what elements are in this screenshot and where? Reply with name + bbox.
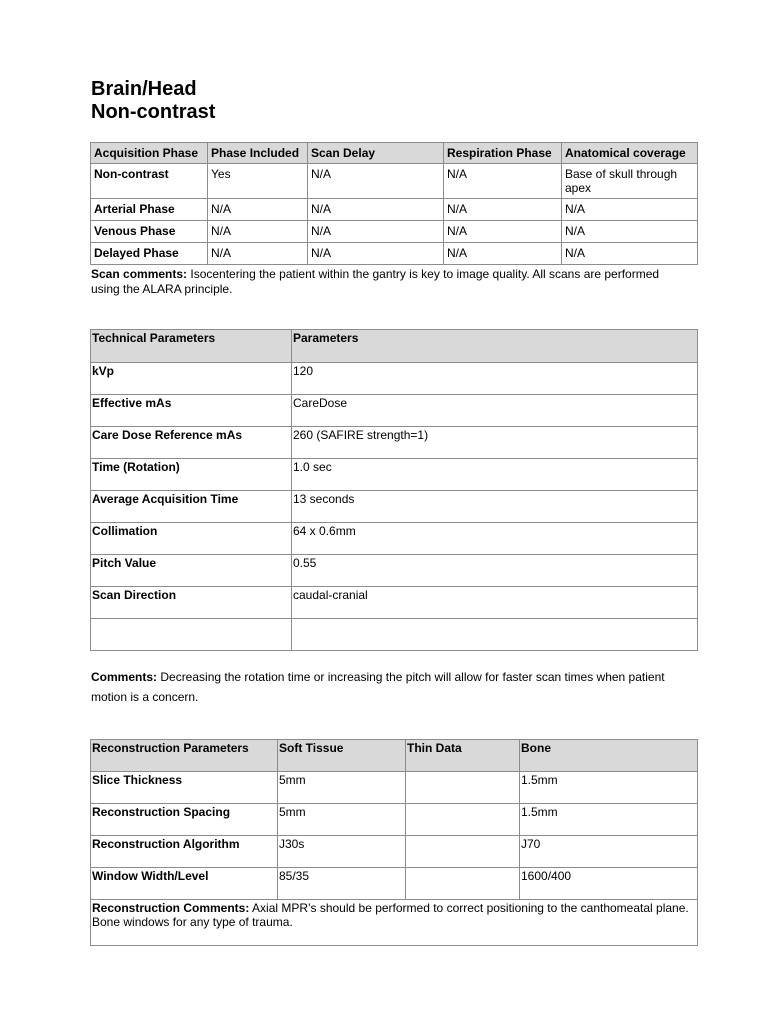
table-cell: CareDose xyxy=(292,395,698,427)
header-cell: Acquisition Phase xyxy=(91,143,208,164)
table-cell: 1.5mm xyxy=(520,772,698,804)
table-cell: 5mm xyxy=(278,772,406,804)
table-cell: Base of skull through apex xyxy=(562,164,698,199)
table-cell: J30s xyxy=(278,836,406,868)
table-cell: N/A xyxy=(444,243,562,265)
table-cell: N/A xyxy=(444,164,562,199)
table-cell: N/A xyxy=(208,199,308,221)
row-label: Non-contrast xyxy=(91,164,208,199)
scan-comments-text: Isocentering the patient within the gantry is key to image quality. All scans are performed using the ALARA principle. xyxy=(91,267,660,296)
header-cell: Reconstruction Parameters xyxy=(91,740,278,772)
header-cell: Scan Delay xyxy=(308,143,444,164)
row-label: Scan Direction xyxy=(91,587,292,619)
header-cell: Thin Data xyxy=(406,740,520,772)
table-cell: 64 x 0.6mm xyxy=(292,523,698,555)
header-cell: Phase Included xyxy=(208,143,308,164)
row-label: Average Acquisition Time xyxy=(91,491,292,523)
technical-parameters-table xyxy=(90,329,698,651)
table-cell xyxy=(406,772,520,804)
row-label: Reconstruction Spacing xyxy=(91,804,278,836)
table-cell: N/A xyxy=(308,164,444,199)
table-cell: 5mm xyxy=(278,804,406,836)
row-label: Delayed Phase xyxy=(91,243,208,265)
table-cell: 0.55 xyxy=(292,555,698,587)
table-row xyxy=(91,164,698,199)
table-cell: 260 (SAFIRE strength=1) xyxy=(292,427,698,459)
table-cell xyxy=(406,836,520,868)
table-row xyxy=(91,427,698,459)
row-label: Collimation xyxy=(91,523,292,555)
header-cell: Anatomical coverage xyxy=(562,143,698,164)
document-title xyxy=(91,78,215,124)
table-cell xyxy=(406,868,520,900)
row-label: Venous Phase xyxy=(91,221,208,243)
reconstruction-comments xyxy=(91,900,698,946)
table-cell: caudal-cranial xyxy=(292,587,698,619)
scan-comments-label: Scan comments: xyxy=(91,267,188,281)
reconstruction-comments-text: Axial MPR’s should be performed to correct positioning to the canthomeatal plane. Bone windows for any type of trauma. xyxy=(92,901,689,929)
table-row xyxy=(91,772,698,804)
title-line-2: Non-contrast xyxy=(91,101,216,123)
row-label xyxy=(91,619,292,651)
table-cell: N/A xyxy=(562,199,698,221)
table-cell: N/A xyxy=(308,243,444,265)
table-header-row xyxy=(91,740,698,772)
table-cell: N/A xyxy=(562,221,698,243)
table-cell: N/A xyxy=(562,243,698,265)
technical-comments-text: Decreasing the rotation time or increasing the pitch will allow for faster scan times when patient motion is a concern. xyxy=(91,670,665,704)
table-cell: N/A xyxy=(444,199,562,221)
table-cell: N/A xyxy=(308,221,444,243)
header-cell: Soft Tissue xyxy=(278,740,406,772)
reconstruction-comments-label: Reconstruction Comments: xyxy=(92,901,250,915)
scan-comments xyxy=(91,267,691,297)
table-cell: N/A xyxy=(208,221,308,243)
reconstruction-parameters-table xyxy=(90,739,698,946)
acquisition-phase-table xyxy=(90,142,698,265)
table-cell: N/A xyxy=(208,243,308,265)
title-line-1: Brain/Head xyxy=(91,78,197,100)
row-label: Effective mAs xyxy=(91,395,292,427)
table-cell: 120 xyxy=(292,363,698,395)
table-row xyxy=(91,555,698,587)
table-cell: 1600/400 xyxy=(520,868,698,900)
row-label: Slice Thickness xyxy=(91,772,278,804)
table-row xyxy=(91,619,698,651)
table-row xyxy=(91,804,698,836)
table-row xyxy=(91,523,698,555)
table-cell: 85/35 xyxy=(278,868,406,900)
table-row xyxy=(91,868,698,900)
row-label: Reconstruction Algorithm xyxy=(91,836,278,868)
table-row xyxy=(91,221,698,243)
table-cell: 1.0 sec xyxy=(292,459,698,491)
row-label: Arterial Phase xyxy=(91,199,208,221)
table-cell: N/A xyxy=(308,199,444,221)
table-row xyxy=(91,363,698,395)
table-cell xyxy=(406,804,520,836)
row-label: Care Dose Reference mAs xyxy=(91,427,292,459)
table-row xyxy=(91,491,698,523)
header-cell: Respiration Phase xyxy=(444,143,562,164)
table-row xyxy=(91,395,698,427)
table-cell: 1.5mm xyxy=(520,804,698,836)
row-label: Pitch Value xyxy=(91,555,292,587)
table-cell xyxy=(292,619,698,651)
header-cell: Bone xyxy=(520,740,698,772)
reconstruction-comments-row xyxy=(91,900,698,946)
table-cell: Yes xyxy=(208,164,308,199)
table-cell: J70 xyxy=(520,836,698,868)
table-cell: N/A xyxy=(444,221,562,243)
table-row xyxy=(91,199,698,221)
table-header-row xyxy=(91,330,698,363)
header-cell: Parameters xyxy=(292,330,698,363)
table-row xyxy=(91,836,698,868)
table-row xyxy=(91,243,698,265)
row-label: kVp xyxy=(91,363,292,395)
header-cell: Technical Parameters xyxy=(91,330,292,363)
table-header-row xyxy=(91,143,698,164)
technical-comments-label: Comments: xyxy=(91,670,158,684)
table-row xyxy=(91,459,698,491)
table-row xyxy=(91,587,698,619)
row-label: Window Width/Level xyxy=(91,868,278,900)
table-cell: 13 seconds xyxy=(292,491,698,523)
technical-comments xyxy=(91,667,691,707)
row-label: Time (Rotation) xyxy=(91,459,292,491)
